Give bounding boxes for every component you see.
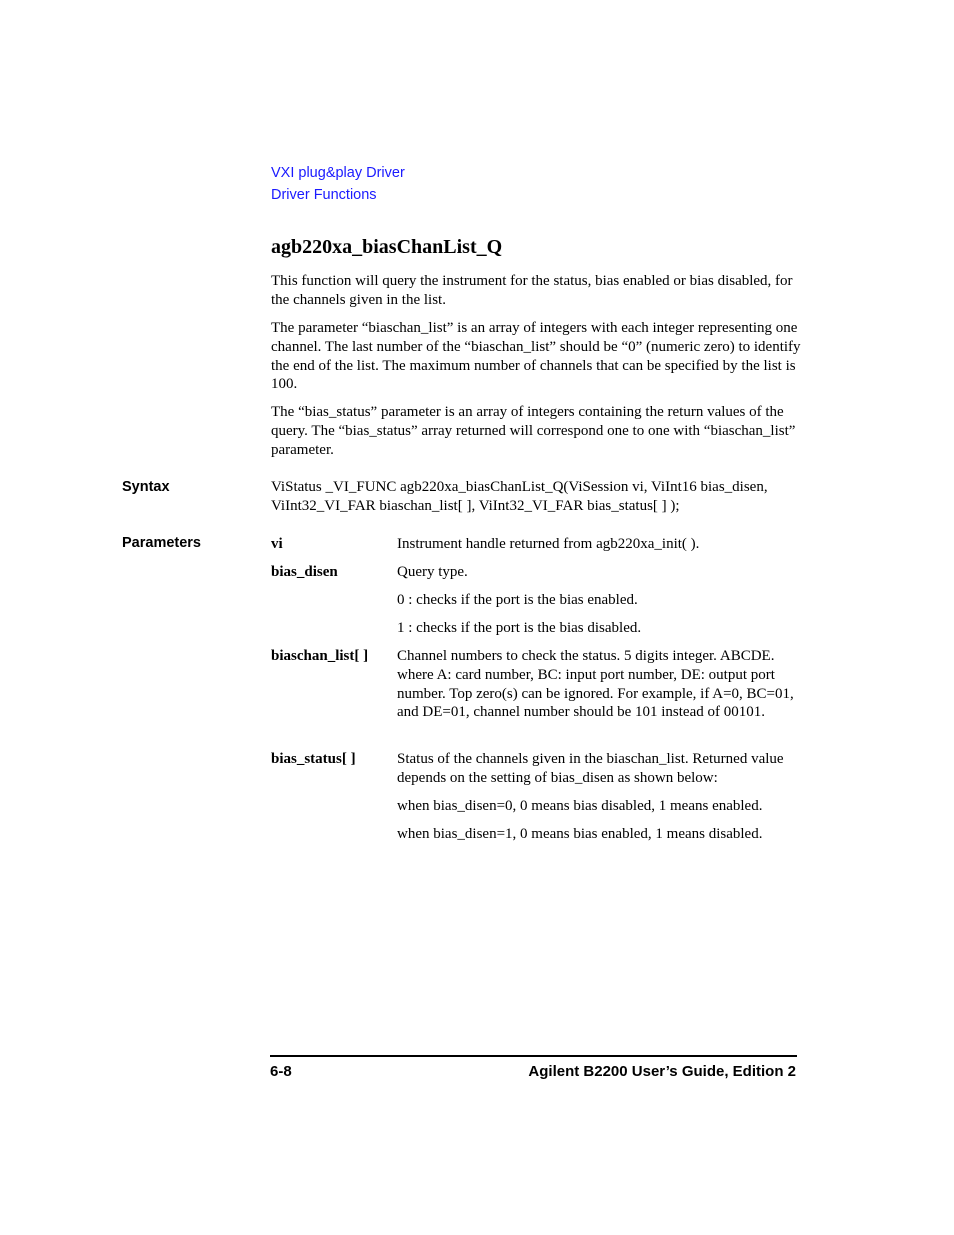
description-paragraph: The “bias_status” parameter is an array of integers containing the return values of the query. The “bias_status” array returned will correspond one to one with “biaschan_list” parameter. <box>271 404 796 458</box>
param-desc-bias-disen: Query type. <box>397 564 468 580</box>
description-paragraph: This function will query the instrument for the status, bias enabled or bias disabled, for the channels given in the list. <box>271 273 793 308</box>
param-name-bias-disen: bias_disen <box>271 564 338 580</box>
breadcrumb-link-vxi-driver[interactable]: VXI plug&play Driver <box>271 165 405 181</box>
footer-title: Agilent B2200 User’s Guide, Edition 2 <box>528 1063 796 1080</box>
function-title: agb220xa_biasChanList_Q <box>271 236 503 258</box>
param-desc-bias-status-0: when bias_disen=0, 0 means bias disabled, 1 means enabled. <box>397 798 763 814</box>
param-desc-bias-disen-0: 0 : checks if the port is the bias enabled. <box>397 592 638 608</box>
param-name-biaschan-list: biaschan_list[ ] <box>271 648 369 664</box>
param-desc-vi: Instrument handle returned from agb220xa_init( ). <box>397 536 700 552</box>
description-paragraph: The parameter “biaschan_list” is an array of integers with each integer representing one channel. The last number of the “biaschan_list” should be “0” (numeric zero) to identify the end of the list. The maximum number of channels that can be specified by the list is 100. <box>271 320 801 393</box>
param-name-bias-status: bias_status[ ] <box>271 751 356 767</box>
param-desc-bias-status-1: when bias_disen=1, 0 means bias enabled, 1 means disabled. <box>397 826 763 842</box>
parameters-label: Parameters <box>122 535 201 551</box>
param-desc-bias-disen-1: 1 : checks if the port is the bias disabled. <box>397 620 642 636</box>
param-name-vi: vi <box>271 536 283 552</box>
breadcrumb-link-driver-functions[interactable]: Driver Functions <box>271 187 377 203</box>
syntax-label: Syntax <box>122 479 170 495</box>
page-number: 6-8 <box>270 1063 292 1080</box>
param-desc-bias-status: Status of the channels given in the biaschan_list. Returned value depends on the setting of bias_disen as shown below: <box>397 751 784 786</box>
param-desc-biaschan-list: Channel numbers to check the status. 5 digits integer. ABCDE. where A: card number, BC: input port number, DE: output port number. Top zero(s) can be ignored. For example, if A=0, BC=01, and DE=01, channel number should be 101 instead of 00101. <box>397 648 794 721</box>
syntax-text: ViStatus _VI_FUNC agb220xa_biasChanList_Q(ViSession vi, ViInt16 bias_disen, ViInt32_VI_FAR biaschan_list[ ], ViInt32_VI_FAR bias_status[ ] ); <box>271 479 768 514</box>
footer-rule <box>270 1055 797 1057</box>
